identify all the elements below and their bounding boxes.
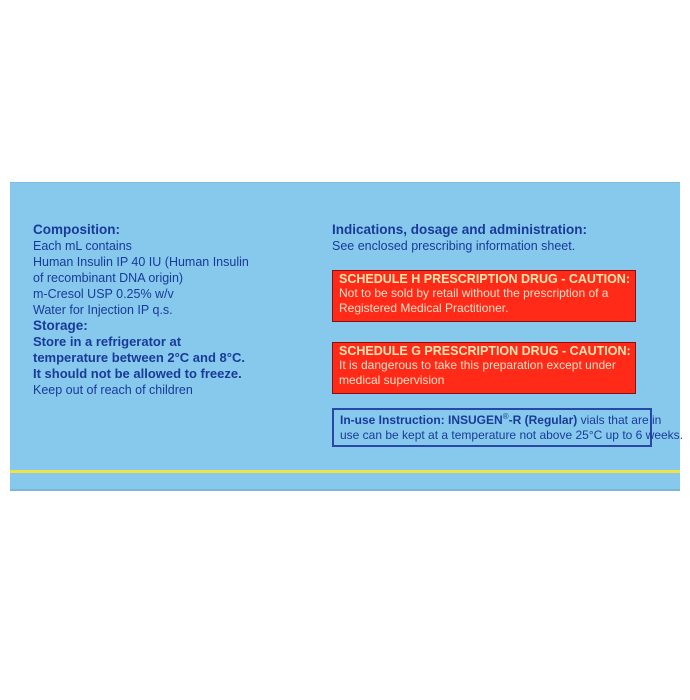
in-use-text: vials that are in: [577, 413, 662, 427]
indications-heading: Indications, dosage and administration:: [332, 222, 588, 237]
registered-mark: ®: [502, 412, 509, 421]
composition-line: m-Cresol USP 0.25% w/v: [33, 287, 174, 301]
schedule-h-line: Registered Medical Practitioner.: [339, 301, 509, 315]
left-column: [33, 222, 293, 398]
indications-text: See enclosed prescribing information sheet.: [332, 239, 576, 253]
storage-instruction: temperature between 2°C and 8°C.: [33, 350, 245, 365]
storage-heading: Storage:: [33, 318, 88, 333]
storage-instruction: It should not be allowed to freeze.: [33, 366, 242, 381]
composition-heading: Composition:: [33, 222, 120, 237]
schedule-h-title: SCHEDULE H PRESCRIPTION DRUG - CAUTION:: [339, 272, 630, 286]
schedule-h-caution-box: [332, 270, 636, 322]
in-use-line-2: use can be kept at a temperature not above 25°C up to 6 weeks.: [340, 428, 684, 442]
brand-name: INSUGEN: [448, 413, 503, 427]
carton-panel: [10, 182, 684, 491]
composition-line: of recombinant DNA origin): [33, 271, 184, 285]
schedule-g-caution-box: [332, 342, 636, 394]
yellow-stripe: [10, 470, 680, 473]
schedule-g-line: It is dangerous to take this preparation except under: [339, 358, 616, 372]
schedule-g-title: SCHEDULE G PRESCRIPTION DRUG - CAUTION:: [339, 344, 631, 358]
storage-instruction: Store in a refrigerator at: [33, 334, 182, 349]
composition-line: Water for Injection IP q.s.: [33, 303, 173, 317]
composition-line: Each mL contains: [33, 239, 132, 253]
storage-note: Keep out of reach of children: [33, 383, 193, 397]
brand-variant: -R (Regular): [508, 413, 578, 427]
right-column: [332, 222, 684, 442]
schedule-g-line: medical supervision: [339, 373, 445, 387]
in-use-instruction-box: [332, 408, 684, 447]
composition-line: Human Insulin IP 40 IU (Human Insulin: [33, 255, 249, 269]
in-use-line-1: [340, 412, 662, 428]
schedule-h-line: Not to be sold by retail without the prescription of a: [339, 286, 609, 300]
in-use-label: In-use Instruction:: [340, 413, 445, 427]
